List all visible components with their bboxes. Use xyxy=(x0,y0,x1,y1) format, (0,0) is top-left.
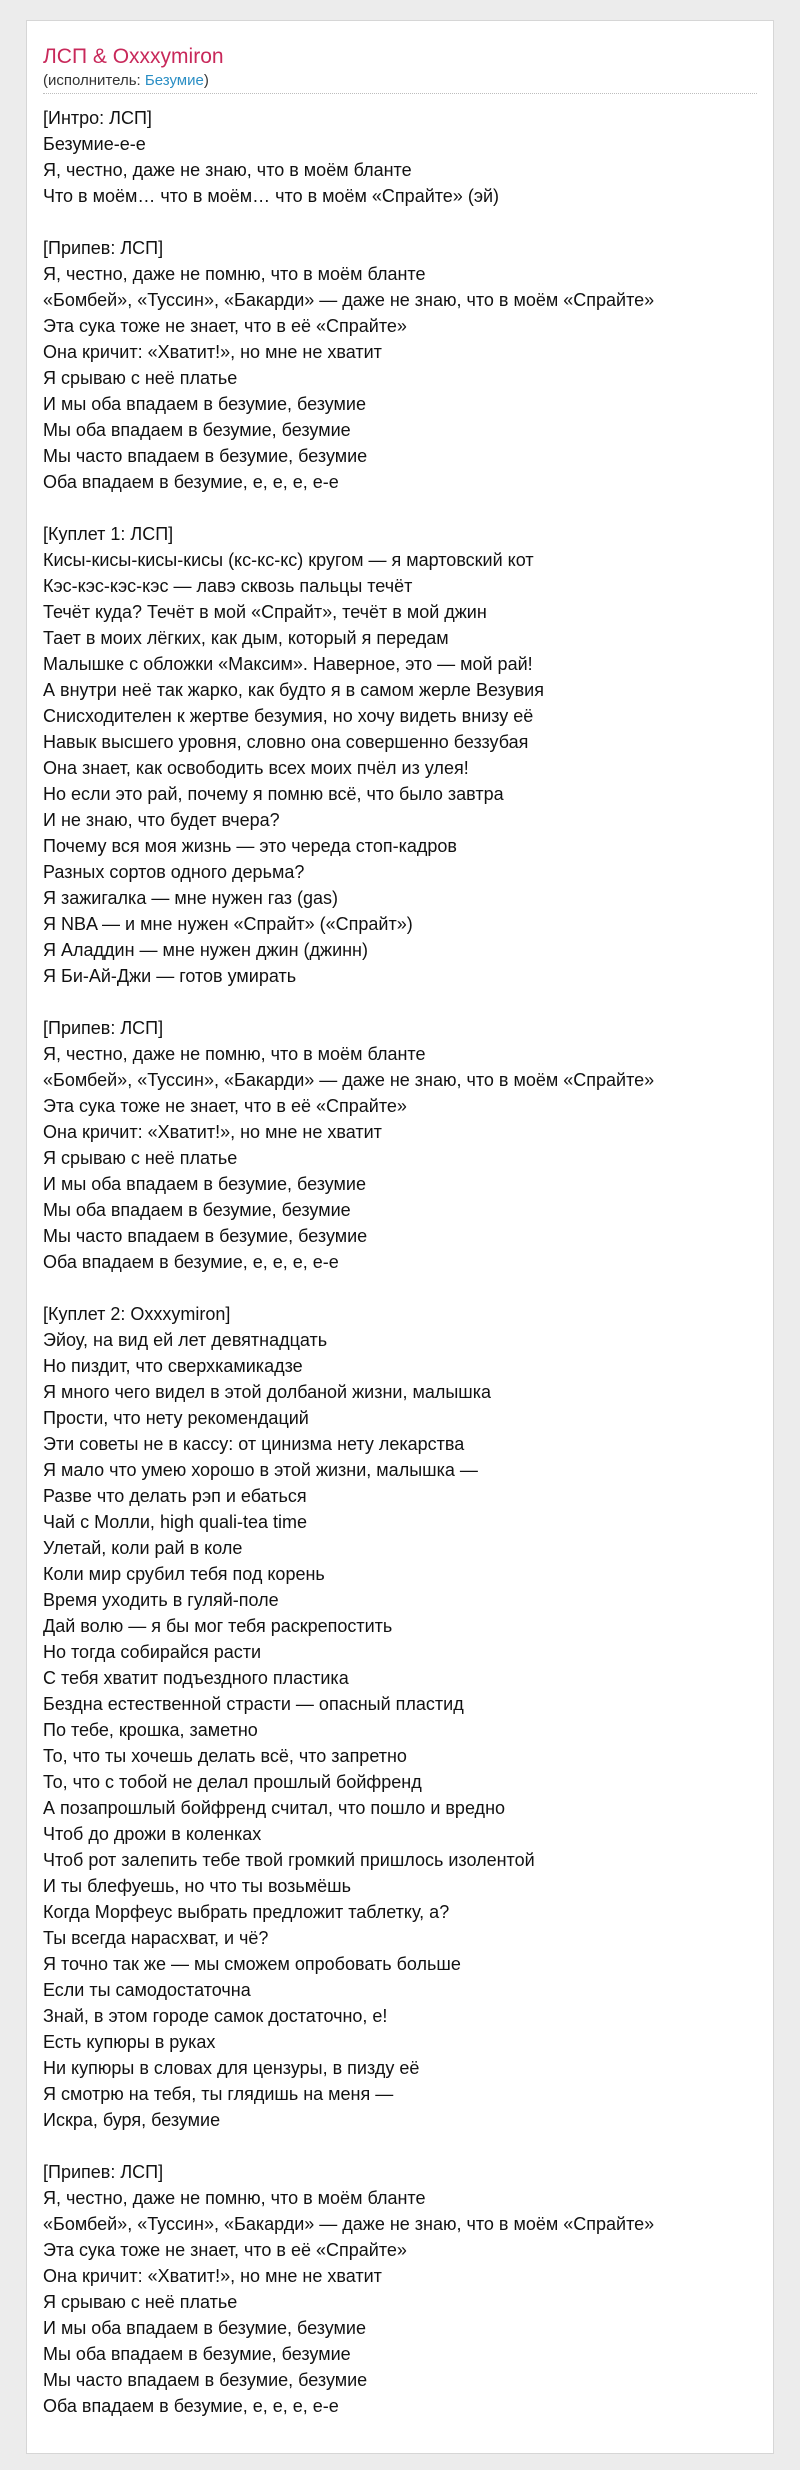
lyric-line: Навык высшего уровня, словно она совершенно беззубая xyxy=(43,732,529,752)
lyric-line: Время уходить в гуляй-поле xyxy=(43,1590,279,1610)
lyric-line: То, что с тобой не делал прошлый бойфренд xyxy=(43,1772,422,1792)
stanza-gap xyxy=(43,989,654,1015)
lyric-line: Есть купюры в руках xyxy=(43,2032,216,2052)
section-header: [Куплет 1: ЛСП] xyxy=(43,524,174,544)
lyric-line: Я срываю с неё платье xyxy=(43,2292,238,2312)
stanza-gap xyxy=(43,209,654,235)
lyric-line: «Бомбей», «Туссин», «Бакарди» — даже не знаю, что в моём «Спрайте» xyxy=(43,290,655,310)
lyric-line: Разве что делать рэп и ебаться xyxy=(43,1486,307,1506)
lyric-line: Я NBA — и мне нужен «Спрайт» («Спрайт») xyxy=(43,914,413,934)
stanza-gap xyxy=(43,495,654,521)
lyric-line: Но если это рай, почему я помню всё, что было завтра xyxy=(43,784,504,804)
lyric-line: Дай волю — я бы мог тебя раскрепостить xyxy=(43,1616,393,1636)
lyric-line: Я мало что умею хорошо в этой жизни, малышка — xyxy=(43,1460,478,1480)
section-header: [Припев: ЛСП] xyxy=(43,1018,164,1038)
lyric-line: Эта сука тоже не знает, что в её «Спрайте» xyxy=(43,2240,407,2260)
lyric-line: Я, честно, даже не помню, что в моём бланте xyxy=(43,1044,426,1064)
lyric-line: Если ты самодостаточна xyxy=(43,1980,251,2000)
lyric-line: Я срываю с неё платье xyxy=(43,1148,238,1168)
lyric-line: Когда Морфеус выбрать предложит таблетку, а? xyxy=(43,1902,450,1922)
artist-prefix: (исполнитель: xyxy=(43,72,145,89)
lyric-line: Ты всегда нарасхват, и чё? xyxy=(43,1928,269,1948)
lyric-line: Но тогда собирайся расти xyxy=(43,1642,262,1662)
lyric-line: «Бомбей», «Туссин», «Бакарди» — даже не знаю, что в моём «Спрайте» xyxy=(43,1070,655,1090)
lyric-line: Улетай, коли рай в коле xyxy=(43,1538,243,1558)
lyric-line: Она кричит: «Хватит!», но мне не хватит xyxy=(43,1122,382,1142)
section-header: [Куплет 2: Oxxxymiron] xyxy=(43,1304,231,1324)
lyric-line: Я, честно, даже не помню, что в моём бланте xyxy=(43,264,426,284)
stanza-gap xyxy=(43,1275,654,1301)
title-divider xyxy=(43,93,757,94)
lyric-line: Течёт куда? Течёт в мой «Спрайт», течёт в мой джин xyxy=(43,602,487,622)
lyric-line: Мы часто впадаем в безумие, безумие xyxy=(43,1226,368,1246)
lyric-line: Оба впадаем в безумие, е, е, е, е-е xyxy=(43,2396,339,2416)
lyric-line: Малышке с обложки «Максим». Наверное, это — мой рай! xyxy=(43,654,533,674)
lyric-line: Я Аладдин — мне нужен джин (джинн) xyxy=(43,940,368,960)
lyric-line: Оба впадаем в безумие, е, е, е, е-е xyxy=(43,1252,339,1272)
lyric-line: Снисходителен к жертве безумия, но хочу видеть внизу её xyxy=(43,706,534,726)
lyric-line: Бездна естественной страсти — опасный пластид xyxy=(43,1694,464,1714)
artist-link[interactable]: Безумие xyxy=(144,72,204,89)
lyrics-body xyxy=(43,105,654,2419)
lyric-line: С тебя хватит подъездного пластика xyxy=(43,1668,349,1688)
lyric-line: И мы оба впадаем в безумие, безумие xyxy=(43,394,366,414)
lyric-line: Она кричит: «Хватит!», но мне не хватит xyxy=(43,342,382,362)
lyric-line: Почему вся моя жизнь — это череда стоп-кадров xyxy=(43,836,457,856)
lyric-line: Кисы-кисы-кисы-кисы (кс-кс-кс) кругом — я мартовский кот xyxy=(43,550,534,570)
artist-line xyxy=(43,71,209,91)
lyric-line: Знай, в этом городе самок достаточно, е! xyxy=(43,2006,388,2026)
lyric-line: Я, честно, даже не помню, что в моём бланте xyxy=(43,2188,426,2208)
lyric-line: Тает в моих лёгких, как дым, который я передам xyxy=(43,628,449,648)
stanza-gap xyxy=(43,2133,654,2159)
lyric-line: По тебе, крошка, заметно xyxy=(43,1720,258,1740)
lyric-line: Безумие-е-е xyxy=(43,134,146,154)
lyric-line: Мы часто впадаем в безумие, безумие xyxy=(43,2370,368,2390)
lyric-line: Я, честно, даже не знаю, что в моём бланте xyxy=(43,160,412,180)
song-title: ЛСП & Oxxxymiron xyxy=(43,45,224,68)
lyric-line: Она знает, как освободить всех моих пчёл из улея! xyxy=(43,758,469,778)
section-header: [Припев: ЛСП] xyxy=(43,238,164,258)
lyric-line: И мы оба впадаем в безумие, безумие xyxy=(43,1174,366,1194)
lyric-line: Я много чего видел в этой долбаной жизни, малышка xyxy=(43,1382,492,1402)
lyric-line: Эта сука тоже не знает, что в её «Спрайте» xyxy=(43,1096,407,1116)
lyric-line: Чай с Молли, high quali-tea time xyxy=(43,1512,308,1532)
lyric-line: Эти советы не в кассу: от цинизма нету лекарства xyxy=(43,1434,465,1454)
lyric-line: Оба впадаем в безумие, е, е, е, е-е xyxy=(43,472,339,492)
lyric-line: Эта сука тоже не знает, что в её «Спрайте» xyxy=(43,316,407,336)
lyric-line: Что в моём… что в моём… что в моём «Спрайте» (эй) xyxy=(43,186,500,206)
lyric-line: И не знаю, что будет вчера? xyxy=(43,810,280,830)
lyric-line: А позапрошлый бойфренд считал, что пошло и вредно xyxy=(43,1798,506,1818)
lyric-line: Я точно так же — мы сможем опробовать больше xyxy=(43,1954,461,1974)
lyric-line: Чтоб рот залепить тебе твой громкий пришлось изолентой xyxy=(43,1850,535,1870)
section-header: [Интро: ЛСП] xyxy=(43,108,152,128)
lyric-line: Чтоб до дрожи в коленках xyxy=(43,1824,262,1844)
lyric-line: Эйоу, на вид ей лет девятнадцать xyxy=(43,1330,328,1350)
lyric-line: Я смотрю на тебя, ты глядишь на меня — xyxy=(43,2084,394,2104)
lyric-line: Мы часто впадаем в безумие, безумие xyxy=(43,446,368,466)
section-header: [Припев: ЛСП] xyxy=(43,2162,164,2182)
lyric-line: Прости, что нету рекомендаций xyxy=(43,1408,309,1428)
lyric-line: То, что ты хочешь делать всё, что запретно xyxy=(43,1746,407,1766)
lyric-line: А внутри неё так жарко, как будто я в самом жерле Везувия xyxy=(43,680,544,700)
lyric-line: Но пиздит, что сверхкамикадзе xyxy=(43,1356,303,1376)
lyric-line: И мы оба впадаем в безумие, безумие xyxy=(43,2318,366,2338)
lyric-line: Мы оба впадаем в безумие, безумие xyxy=(43,1200,351,1220)
artist-suffix: ) xyxy=(203,72,209,89)
lyrics-card xyxy=(26,20,774,2454)
lyric-line: Коли мир срубил тебя под корень xyxy=(43,1564,325,1584)
lyric-line: Я зажигалка — мне нужен газ (gas) xyxy=(43,888,339,908)
lyric-line: Искра, буря, безумие xyxy=(43,2110,221,2130)
lyric-line: Я срываю с неё платье xyxy=(43,368,238,388)
lyric-line: «Бомбей», «Туссин», «Бакарди» — даже не знаю, что в моём «Спрайте» xyxy=(43,2214,655,2234)
lyric-line: Она кричит: «Хватит!», но мне не хватит xyxy=(43,2266,382,2286)
lyric-line: Я Би-Ай-Джи — готов умирать xyxy=(43,966,297,986)
lyric-line: Ни купюры в словах для цензуры, в пизду её xyxy=(43,2058,420,2078)
lyric-line: Мы оба впадаем в безумие, безумие xyxy=(43,420,351,440)
lyric-line: Кэс-кэс-кэс-кэс — лавэ сквозь пальцы течёт xyxy=(43,576,413,596)
lyric-line: И ты блефуешь, но что ты возьмёшь xyxy=(43,1876,351,1896)
lyric-line: Разных сортов одного дерьма? xyxy=(43,862,305,882)
lyric-line: Мы оба впадаем в безумие, безумие xyxy=(43,2344,351,2364)
